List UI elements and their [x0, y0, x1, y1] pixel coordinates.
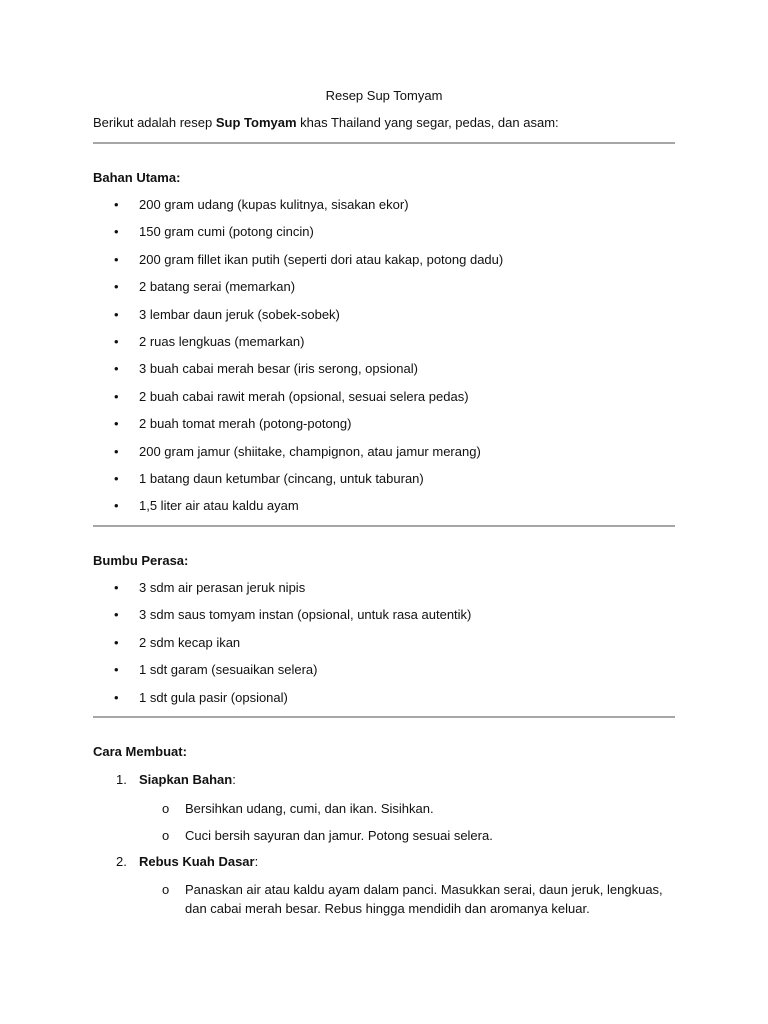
- step-title: [139, 854, 258, 870]
- heading-cara-membuat: Cara Membuat:: [93, 744, 187, 759]
- heading-bahan-utama: Bahan Utama:: [93, 170, 181, 185]
- bumbu-perasa-list: [93, 580, 471, 717]
- bullet-icon: •: [114, 607, 119, 623]
- document-title: Resep Sup Tomyam: [325, 88, 443, 103]
- list-item: [93, 444, 503, 471]
- bullet-icon: •: [114, 470, 119, 486]
- intro-suffix: khas Thailand yang segar, pedas, dan asam:: [296, 115, 559, 130]
- bullet-icon: •: [114, 416, 119, 432]
- intro-bold-recipe-name: Sup Tomyam: [215, 115, 297, 130]
- list-item-text: 2 buah cabai rawit merah (opsional, sesuai selera pedas): [139, 388, 469, 404]
- bullet-icon: •: [114, 662, 119, 678]
- sub-bullet-icon: o: [162, 801, 170, 816]
- list-item-text: 3 sdm saus tomyam instan (opsional, untuk rasa autentik): [139, 607, 472, 623]
- bullet-icon: •: [114, 333, 119, 349]
- bullet-icon: •: [114, 279, 119, 295]
- bullet-icon: •: [114, 197, 119, 212]
- list-item: [93, 580, 471, 607]
- horizontal-rule: [93, 716, 675, 718]
- list-item: [93, 252, 503, 279]
- bullet-icon: •: [114, 580, 119, 595]
- bullet-icon: •: [114, 361, 119, 377]
- list-item-text: 2 buah tomat merah (potong-potong): [139, 416, 352, 432]
- list-item: [93, 224, 503, 251]
- list-item: [93, 607, 471, 634]
- horizontal-rule: [93, 525, 675, 527]
- bullet-icon: •: [114, 634, 119, 650]
- list-item: [93, 361, 503, 388]
- intro-paragraph: [93, 115, 559, 131]
- list-item: [93, 416, 503, 443]
- list-item-text: 200 gram jamur (shiitake, champignon, atau jamur merang): [139, 443, 481, 459]
- list-item: [93, 471, 503, 498]
- list-item: [93, 389, 503, 416]
- list-item-text: 2 ruas lengkuas (memarkan): [139, 333, 305, 349]
- step-title-colon: :: [232, 772, 236, 787]
- list-item-text: 1 batang daun ketumbar (cincang, untuk taburan): [139, 470, 424, 486]
- substep-text: Bersihkan udang, cumi, dan ikan. Sisihkan.: [185, 801, 434, 816]
- bullet-icon: •: [114, 443, 119, 459]
- list-item-text: 1,5 liter air atau kaldu ayam: [139, 498, 299, 514]
- bullet-icon: •: [114, 251, 119, 267]
- step-title-bold: Rebus Kuah Dasar: [139, 854, 255, 869]
- bullet-icon: •: [114, 498, 119, 514]
- list-item-text: 3 buah cabai merah besar (iris serong, opsional): [139, 361, 418, 377]
- list-item: [93, 498, 503, 525]
- sub-bullet-icon: o: [162, 828, 170, 843]
- step-title-colon: :: [254, 854, 259, 869]
- list-item-text: 2 batang serai (memarkan): [139, 279, 296, 295]
- list-item-text: 1 sdt gula pasir (opsional): [139, 689, 288, 705]
- sub-bullet-icon: o: [162, 882, 170, 897]
- step-number: 2.: [116, 854, 127, 869]
- bullet-icon: •: [114, 689, 119, 705]
- step-number: 1.: [116, 772, 127, 787]
- step-title-bold: Siapkan Bahan: [139, 772, 233, 787]
- substep-text: Panaskan air atau kaldu ayam dalam panci. Masukkan serai, daun jeruk, lengkuas, dan cabai merah besar. Rebus hingga mendidih dan aromanya keluar.: [185, 882, 663, 916]
- intro-prefix: Berikut adalah resep: [93, 115, 216, 130]
- list-item: [93, 635, 471, 662]
- substep-text: Cuci bersih sayuran dan jamur. Potong sesuai selera.: [185, 828, 493, 843]
- bullet-icon: •: [114, 388, 119, 404]
- list-item-text: 1 sdt garam (sesuaikan selera): [139, 662, 318, 678]
- list-item-text: 3 lembar daun jeruk (sobek-sobek): [139, 306, 340, 322]
- bullet-icon: •: [114, 224, 119, 240]
- list-item-text: 3 sdm air perasan jeruk nipis: [139, 580, 306, 595]
- list-item: [93, 307, 503, 334]
- list-item-text: 200 gram udang (kupas kulitnya, sisakan ekor): [139, 197, 409, 212]
- list-item: [93, 279, 503, 306]
- list-item-text: 200 gram fillet ikan putih (seperti dori atau kakap, potong dadu): [139, 251, 504, 267]
- list-item: [93, 334, 503, 361]
- list-item: [93, 690, 471, 717]
- list-item: [93, 197, 503, 224]
- list-item-text: 2 sdm kecap ikan: [139, 634, 241, 650]
- horizontal-rule: [93, 142, 675, 144]
- heading-bumbu-perasa: Bumbu Perasa:: [93, 553, 189, 568]
- step-title: [139, 772, 236, 788]
- list-item-text: 150 gram cumi (potong cincin): [139, 224, 314, 240]
- list-item: [93, 662, 471, 689]
- bullet-icon: •: [114, 306, 119, 322]
- bahan-utama-list: [93, 197, 503, 526]
